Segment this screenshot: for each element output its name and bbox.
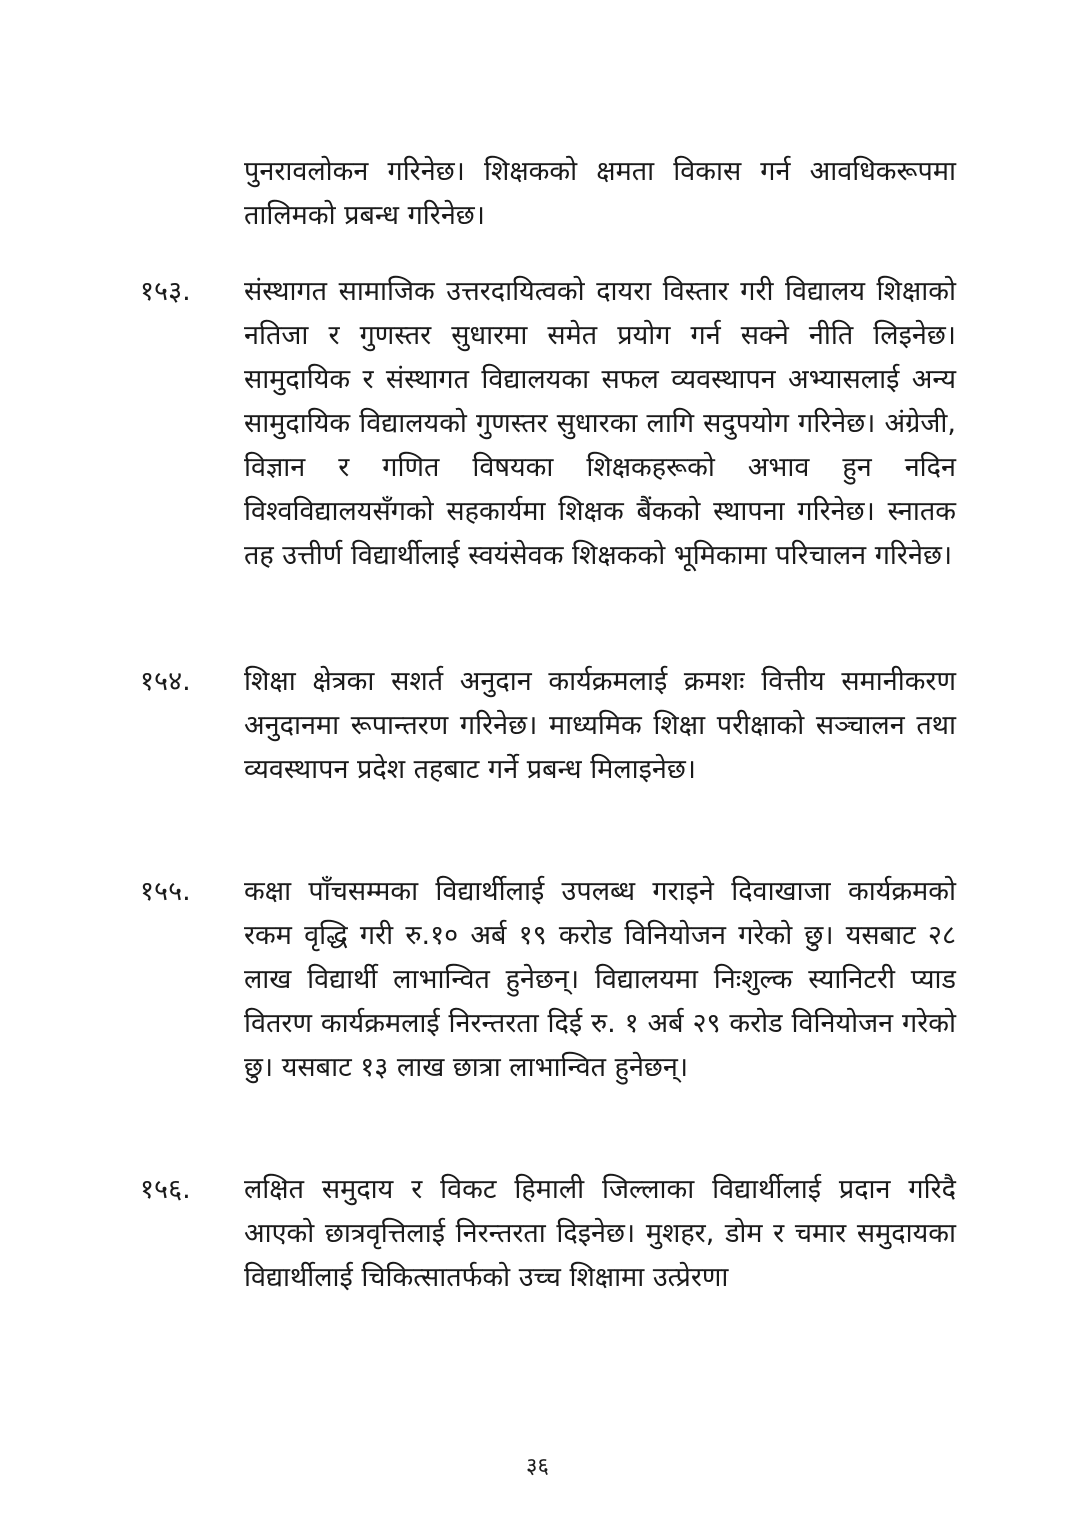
- page-number: ३६: [526, 1454, 549, 1479]
- paragraph-156: [140, 1168, 956, 1300]
- paragraph-text: शिक्षा क्षेत्रका सशर्त अनुदान कार्यक्रमलाई क्रमशः वित्तीय समानीकरण अनुदानमा रूपान्तरण गरिनेछ। माध्यमिक शिक्षा परीक्षाको सञ्चालन तथा व्यवस्थापन प्रदेश तहबाट गर्ने प्रबन्ध मिलाइनेछ।: [244, 666, 956, 785]
- paragraph-number: १५४.: [140, 666, 191, 697]
- paragraph-number: १५६.: [140, 1174, 191, 1205]
- continuation-paragraph: पुनरावलोकन गरिनेछ। शिक्षकको क्षमता विकास गर्न आवधिकरूपमा तालिमको प्रबन्ध गरिनेछ।: [244, 156, 956, 231]
- paragraph-155: [140, 870, 956, 1090]
- paragraph-154: [140, 660, 956, 792]
- paragraph-text: संस्थागत सामाजिक उत्तरदायित्वको दायरा विस्तार गरी विद्यालय शिक्षाको नतिजा र गुणस्तर सुधारमा समेत प्रयोग गर्न सक्ने नीति लिइनेछ। सामुदायिक र संस्थागत विद्यालयका सफल व्यवस्थापन अभ्यासलाई अन्य सामुदायिक विद्यालयको गुणस्तर सुधारका लागि सदुपयोग गरिनेछ। अंग्रेजी, विज्ञान र गणित विषयका शिक्षकहरूको अभाव हुन नदिन विश्वविद्यालयसँगको सहकार्यमा शिक्षक बैंकको स्थापना गरिनेछ। स्नातक तह उत्तीर्ण विद्यार्थीलाई स्वयंसेवक शिक्षकको भूमिकामा परिचालन गरिनेछ।: [244, 276, 956, 571]
- paragraph-number: १५३.: [140, 276, 191, 307]
- paragraph-text: कक्षा पाँचसम्मका विद्यार्थीलाई उपलब्ध गराइने दिवाखाजा कार्यक्रमको रकम वृद्धि गरी रु.१० अर्ब १९ करोड विनियोजन गरेको छु। यसबाट २८ लाख विद्यार्थी लाभान्वित हुनेछन्। विद्यालयमा निःशुल्क स्यानिटरी प्याड वितरण कार्यक्रमलाई निरन्तरता दिई रु. १ अर्ब २९ करोड विनियोजन गरेको छु। यसबाट १३ लाख छात्रा लाभान्वित हुनेछन्।: [244, 876, 956, 1083]
- paragraph-text: लक्षित समुदाय र विकट हिमाली जिल्लाका विद्यार्थीलाई प्रदान गरिदै आएको छात्रवृत्तिलाई निरन्तरता दिइनेछ। मुशहर, डोम र चमार समुदायका विद्यार्थीलाई चिकित्सातर्फको उच्च शिक्षामा उत्प्रेरणा: [244, 1174, 956, 1293]
- paragraph-number: १५५.: [140, 876, 191, 907]
- paragraph-153: [140, 270, 956, 578]
